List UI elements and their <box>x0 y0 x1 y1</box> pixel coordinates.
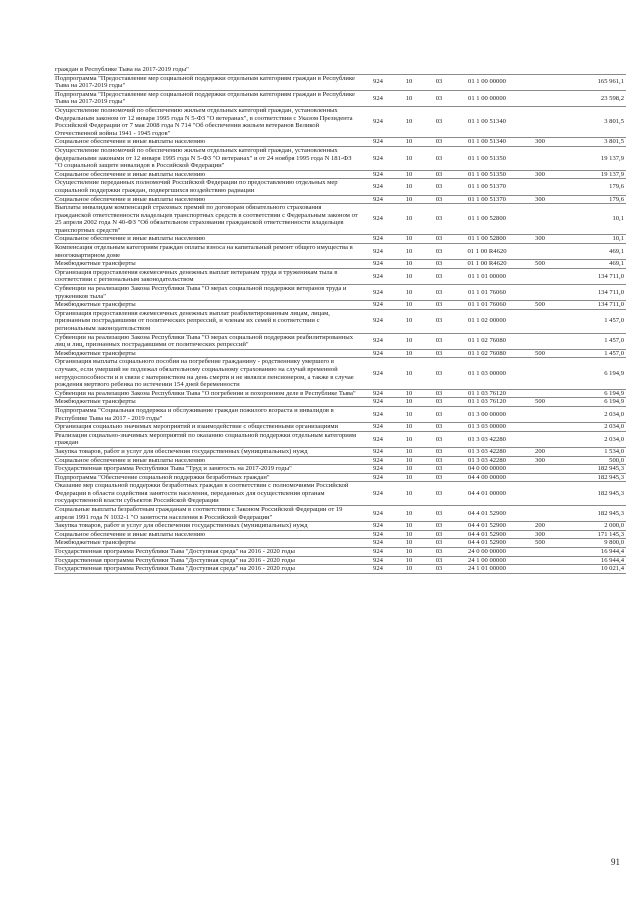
row-ministry-code: 924 <box>362 473 394 482</box>
page-number: 91 <box>611 857 620 867</box>
table-row <box>54 90 626 106</box>
row-ministry-code: 924 <box>362 548 394 557</box>
row-ministry-code: 924 <box>362 406 394 422</box>
row-expense-type <box>520 268 560 284</box>
row-target-article: 01 3 03 42280 <box>454 456 520 465</box>
row-target-article: 04 4 00 00000 <box>454 473 520 482</box>
row-expense-type <box>520 406 560 422</box>
table-row <box>54 244 626 260</box>
row-name: Социальное обеспечение и иные выплаты населению <box>54 456 362 465</box>
table-row <box>54 506 626 522</box>
row-subsection-code: 03 <box>424 473 454 482</box>
row-subsection-code: 03 <box>424 204 454 235</box>
row-target-article: 04 4 01 52900 <box>454 530 520 539</box>
row-ministry-code: 924 <box>362 301 394 310</box>
row-section-code: 10 <box>394 195 424 204</box>
row-name: Закупка товаров, работ и услуг для обеспечения государственных (муниципальных) нужд <box>54 447 362 456</box>
row-amount: 6 194,9 <box>560 389 626 398</box>
row-expense-type <box>520 389 560 398</box>
row-expense-type: 200 <box>520 522 560 531</box>
row-ministry-code: 924 <box>362 285 394 301</box>
row-ministry-code: 924 <box>362 565 394 574</box>
row-ministry-code: 924 <box>362 179 394 195</box>
row-target-article: 04 4 01 52900 <box>454 522 520 531</box>
row-amount <box>560 66 626 74</box>
row-subsection-code: 03 <box>424 530 454 539</box>
budget-table <box>54 66 626 574</box>
row-target-article: 01 1 00 52800 <box>454 204 520 235</box>
row-name: Социальное обеспечение и иные выплаты населению <box>54 530 362 539</box>
table-row <box>54 333 626 349</box>
row-subsection-code: 03 <box>424 431 454 447</box>
row-subsection-code: 03 <box>424 260 454 269</box>
row-subsection-code: 03 <box>424 389 454 398</box>
row-target-article <box>454 66 520 74</box>
row-target-article: 01 1 00 00000 <box>454 90 520 106</box>
row-section-code: 10 <box>394 285 424 301</box>
row-ministry-code: 924 <box>362 423 394 432</box>
row-name: Организация выплаты социального пособия на погребение гражданину - родственнику умершего в случаях, если умерший не подлежал обязательному социальному страхованию на случай временной нетрудоспособности и в связи с материнством на день смерти и не являлся пенсионером, а также в случае рождения мертвого ребенка по истечении 154 дней беременности <box>54 358 362 389</box>
row-subsection-code: 03 <box>424 398 454 407</box>
row-ministry-code: 924 <box>362 522 394 531</box>
row-subsection-code: 03 <box>424 556 454 565</box>
table-row <box>54 539 626 548</box>
row-subsection-code: 03 <box>424 565 454 574</box>
row-section-code: 10 <box>394 406 424 422</box>
row-expense-type: 300 <box>520 138 560 147</box>
row-target-article: 01 1 00 51340 <box>454 106 520 137</box>
row-ministry-code: 924 <box>362 447 394 456</box>
row-name: граждан в Республике Тыва на 2017-2019 годы" <box>54 66 362 74</box>
row-amount: 2 034,0 <box>560 423 626 432</box>
row-expense-type <box>520 285 560 301</box>
row-amount: 10,1 <box>560 235 626 244</box>
row-section-code: 10 <box>394 244 424 260</box>
row-amount: 16 944,4 <box>560 548 626 557</box>
row-ministry-code: 924 <box>362 358 394 389</box>
row-name: Организация социально значимых мероприятий и взаимодействие с общественными организациями <box>54 423 362 432</box>
table-row <box>54 406 626 422</box>
row-amount: 10 021,4 <box>560 565 626 574</box>
row-subsection-code: 03 <box>424 406 454 422</box>
row-section-code: 10 <box>394 398 424 407</box>
row-section-code: 10 <box>394 556 424 565</box>
row-ministry-code: 924 <box>362 170 394 179</box>
table-row <box>54 556 626 565</box>
row-ministry-code: 924 <box>362 74 394 90</box>
row-ministry-code: 924 <box>362 244 394 260</box>
row-amount: 182 945,3 <box>560 506 626 522</box>
row-name: Подпрограмма "Социальная поддержка и обслуживание граждан пожилого возраста и инвалидов в Республике Тыва на 2017 - 2019 годы" <box>54 406 362 422</box>
row-target-article: 01 1 02 76080 <box>454 349 520 358</box>
row-name: Социальное обеспечение и иные выплаты населению <box>54 170 362 179</box>
row-target-article: 01 1 00 51340 <box>454 138 520 147</box>
row-subsection-code: 03 <box>424 268 454 284</box>
row-target-article: 01 1 03 00000 <box>454 358 520 389</box>
row-expense-type <box>520 431 560 447</box>
row-amount: 23 598,2 <box>560 90 626 106</box>
row-section-code: 10 <box>394 260 424 269</box>
row-target-article: 24 1 00 00000 <box>454 556 520 565</box>
table-row <box>54 349 626 358</box>
row-section-code: 10 <box>394 465 424 474</box>
row-section-code: 10 <box>394 333 424 349</box>
row-name: Организация предоставления ежемесячных денежных выплат реабилитированным лицам, лицам, признанным пострадавшими от политических репрессий, и членам их семей в соответствии с региональным законодательством <box>54 309 362 333</box>
row-expense-type <box>520 556 560 565</box>
table-row <box>54 106 626 137</box>
row-target-article: 01 3 03 42280 <box>454 447 520 456</box>
row-section-code: 10 <box>394 539 424 548</box>
row-expense-type: 300 <box>520 456 560 465</box>
table-row <box>54 235 626 244</box>
row-name: Субвенции на реализацию Закона Республики Тыва "О погребении и похоронном деле в Республике Тыва" <box>54 389 362 398</box>
row-ministry-code: 924 <box>362 431 394 447</box>
budget-table-body <box>54 66 626 573</box>
table-row <box>54 195 626 204</box>
row-target-article: 04 4 01 52900 <box>454 539 520 548</box>
row-section-code: 10 <box>394 522 424 531</box>
row-target-article: 01 1 02 00000 <box>454 309 520 333</box>
row-ministry-code: 924 <box>362 195 394 204</box>
row-name: Организация предоставления ежемесячных денежных выплат ветеранам труда и труженикам тыла в соответствии с региональным законодательством <box>54 268 362 284</box>
row-section-code: 10 <box>394 74 424 90</box>
row-name: Межбюджетные трансферты <box>54 539 362 548</box>
row-section-code: 10 <box>394 349 424 358</box>
row-section-code: 10 <box>394 530 424 539</box>
row-section-code <box>394 66 424 74</box>
table-row <box>54 138 626 147</box>
row-subsection-code: 03 <box>424 522 454 531</box>
table-row <box>54 358 626 389</box>
row-ministry-code: 924 <box>362 539 394 548</box>
row-amount: 469,1 <box>560 260 626 269</box>
row-ministry-code: 924 <box>362 349 394 358</box>
row-subsection-code: 03 <box>424 146 454 170</box>
table-row <box>54 301 626 310</box>
row-target-article: 01 1 00 R4620 <box>454 244 520 260</box>
row-name: Осуществление переданных полномочий Российской Федерации по предоставлению отдельных мер социальной поддержки граждан, подвергшихся воздействию радиации <box>54 179 362 195</box>
table-row <box>54 398 626 407</box>
table-row <box>54 447 626 456</box>
row-name: Государственная программа Республики Тыва "Труд и занятость на 2017-2019 годы" <box>54 465 362 474</box>
row-section-code: 10 <box>394 268 424 284</box>
row-ministry-code: 924 <box>362 268 394 284</box>
row-name: Государственная программа Республики Тыва "Доступная среда" на 2016 - 2020 годы <box>54 565 362 574</box>
row-expense-type <box>520 333 560 349</box>
row-target-article: 01 1 00 52800 <box>454 235 520 244</box>
row-expense-type <box>520 465 560 474</box>
row-amount: 134 711,0 <box>560 285 626 301</box>
row-amount: 19 137,9 <box>560 146 626 170</box>
row-expense-type <box>520 106 560 137</box>
table-row <box>54 179 626 195</box>
row-section-code: 10 <box>394 138 424 147</box>
row-section-code: 10 <box>394 309 424 333</box>
table-row <box>54 548 626 557</box>
row-target-article: 01 1 02 76080 <box>454 333 520 349</box>
row-ministry-code: 924 <box>362 260 394 269</box>
row-amount: 10,1 <box>560 204 626 235</box>
row-subsection-code: 03 <box>424 244 454 260</box>
row-amount: 2 000,0 <box>560 522 626 531</box>
row-name: Межбюджетные трансферты <box>54 349 362 358</box>
row-name: Закупка товаров, работ и услуг для обеспечения государственных (муниципальных) нужд <box>54 522 362 531</box>
row-expense-type: 300 <box>520 195 560 204</box>
table-row <box>54 66 626 74</box>
row-target-article: 01 1 00 R4620 <box>454 260 520 269</box>
row-amount: 171 145,3 <box>560 530 626 539</box>
row-amount: 182 945,3 <box>560 482 626 506</box>
table-row <box>54 309 626 333</box>
table-row <box>54 522 626 531</box>
row-amount: 500,0 <box>560 456 626 465</box>
row-amount: 3 801,5 <box>560 138 626 147</box>
row-amount: 134 711,0 <box>560 268 626 284</box>
row-target-article: 04 4 01 52900 <box>454 506 520 522</box>
row-name: Подпрограмма "Обеспечение социальной поддержки безработных граждан" <box>54 473 362 482</box>
row-ministry-code: 924 <box>362 90 394 106</box>
row-target-article: 04 0 00 00000 <box>454 465 520 474</box>
row-name: Подпрограмма "Предоставление мер социальной поддержки отдельным категориям граждан в Республике Тыва на 2017-2019 годы" <box>54 90 362 106</box>
row-subsection-code: 03 <box>424 285 454 301</box>
row-section-code: 10 <box>394 106 424 137</box>
table-row <box>54 204 626 235</box>
row-expense-type <box>520 423 560 432</box>
table-row <box>54 260 626 269</box>
table-row <box>54 473 626 482</box>
row-name: Межбюджетные трансферты <box>54 260 362 269</box>
row-section-code: 10 <box>394 170 424 179</box>
table-row <box>54 482 626 506</box>
row-section-code: 10 <box>394 179 424 195</box>
row-name: Межбюджетные трансферты <box>54 398 362 407</box>
row-target-article: 04 4 01 00000 <box>454 482 520 506</box>
table-row <box>54 456 626 465</box>
row-section-code: 10 <box>394 565 424 574</box>
row-expense-type <box>520 473 560 482</box>
row-amount: 182 945,3 <box>560 473 626 482</box>
row-name: Подпрограмма "Предоставление мер социальной поддержки отдельным категориям граждан в Республике Тыва на 2017-2019 годы" <box>54 74 362 90</box>
row-amount: 9 800,0 <box>560 539 626 548</box>
row-expense-type: 300 <box>520 170 560 179</box>
row-amount: 469,1 <box>560 244 626 260</box>
row-expense-type <box>520 74 560 90</box>
row-section-code: 10 <box>394 482 424 506</box>
row-name: Оказание мер социальной поддержки безработных граждан в соответствии с полномочиями Российской Федерации в области содействия занятости населения, переданных для осуществления органам государственной власти субъектов Российской Федерации <box>54 482 362 506</box>
row-target-article: 01 1 01 76060 <box>454 285 520 301</box>
row-expense-type <box>520 244 560 260</box>
row-ministry-code: 924 <box>362 204 394 235</box>
row-amount: 1 457,0 <box>560 349 626 358</box>
row-target-article: 01 1 00 51350 <box>454 146 520 170</box>
row-expense-type: 500 <box>520 349 560 358</box>
row-expense-type <box>520 506 560 522</box>
row-amount: 2 034,0 <box>560 431 626 447</box>
row-ministry-code <box>362 66 394 74</box>
row-ministry-code: 924 <box>362 389 394 398</box>
row-expense-type <box>520 565 560 574</box>
row-subsection-code: 03 <box>424 456 454 465</box>
row-target-article: 24 0 00 00000 <box>454 548 520 557</box>
row-amount: 2 034,0 <box>560 406 626 422</box>
table-row <box>54 389 626 398</box>
row-subsection-code: 03 <box>424 548 454 557</box>
row-expense-type: 200 <box>520 447 560 456</box>
row-expense-type: 500 <box>520 260 560 269</box>
row-subsection-code: 03 <box>424 447 454 456</box>
row-expense-type: 500 <box>520 539 560 548</box>
row-subsection-code: 03 <box>424 179 454 195</box>
row-section-code: 10 <box>394 456 424 465</box>
table-row <box>54 423 626 432</box>
table-row <box>54 268 626 284</box>
row-ministry-code: 924 <box>362 138 394 147</box>
table-row <box>54 565 626 574</box>
row-name: Реализация социально-значимых мероприятий по оказанию социальной поддержки отдельным категориям граждан <box>54 431 362 447</box>
row-section-code: 10 <box>394 431 424 447</box>
row-amount: 182 945,3 <box>560 465 626 474</box>
row-amount: 6 194,9 <box>560 398 626 407</box>
row-name: Государственная программа Республики Тыва "Доступная среда" на 2016 - 2020 годы <box>54 548 362 557</box>
row-section-code: 10 <box>394 423 424 432</box>
row-name: Социальное обеспечение и иные выплаты населению <box>54 235 362 244</box>
row-section-code: 10 <box>394 548 424 557</box>
row-section-code: 10 <box>394 90 424 106</box>
row-ministry-code: 924 <box>362 398 394 407</box>
row-target-article: 01 1 01 76060 <box>454 301 520 310</box>
row-amount: 1 457,0 <box>560 309 626 333</box>
row-name: Субвенции на реализацию Закона Республики Тыва "О мерах социальной поддержки ветеранов труда и тружеников тыла" <box>54 285 362 301</box>
row-subsection-code: 03 <box>424 90 454 106</box>
table-row <box>54 431 626 447</box>
row-subsection-code: 03 <box>424 465 454 474</box>
row-target-article: 01 3 03 42280 <box>454 431 520 447</box>
row-expense-type: 500 <box>520 398 560 407</box>
row-subsection-code: 03 <box>424 170 454 179</box>
row-section-code: 10 <box>394 301 424 310</box>
row-expense-type: 500 <box>520 301 560 310</box>
row-name: Компенсация отдельным категориям граждан оплаты взноса на капитальный ремонт общего имущества в многоквартирном доме <box>54 244 362 260</box>
row-name: Государственная программа Республики Тыва "Доступная среда" на 2016 - 2020 годы <box>54 556 362 565</box>
row-section-code: 10 <box>394 506 424 522</box>
row-expense-type <box>520 548 560 557</box>
row-name: Выплаты инвалидам компенсаций страховых премий по договорам обязательного страхования гражданской ответственности владельцев транспортных средств в соответствии с Федеральным законом от 25 апреля 2002 года N 40-ФЗ "Об обязательном страховании гражданской ответственности владельцев транспортных средств" <box>54 204 362 235</box>
row-target-article: 01 3 03 00000 <box>454 423 520 432</box>
row-name: Субвенции на реализацию Закона Республики Тыва "О мерах социальной поддержки реабилитированных лиц и лиц, признанных пострадавшими от политических репрессий" <box>54 333 362 349</box>
table-row <box>54 285 626 301</box>
row-amount: 179,6 <box>560 195 626 204</box>
row-ministry-code: 924 <box>362 456 394 465</box>
row-name: Социальное обеспечение и иные выплаты населению <box>54 195 362 204</box>
row-name: Социальное обеспечение и иные выплаты населению <box>54 138 362 147</box>
row-amount: 3 801,5 <box>560 106 626 137</box>
row-ministry-code: 924 <box>362 506 394 522</box>
row-expense-type: 300 <box>520 530 560 539</box>
row-target-article: 01 3 00 00000 <box>454 406 520 422</box>
row-ministry-code: 924 <box>362 482 394 506</box>
row-target-article: 01 1 00 00000 <box>454 74 520 90</box>
row-subsection-code: 03 <box>424 539 454 548</box>
table-row <box>54 465 626 474</box>
row-target-article: 01 1 00 51370 <box>454 179 520 195</box>
row-ministry-code: 924 <box>362 146 394 170</box>
row-target-article: 01 1 00 51370 <box>454 195 520 204</box>
row-expense-type <box>520 66 560 74</box>
row-expense-type <box>520 358 560 389</box>
row-target-article: 01 1 00 51350 <box>454 170 520 179</box>
row-name: Межбюджетные трансферты <box>54 301 362 310</box>
row-amount: 134 711,0 <box>560 301 626 310</box>
row-ministry-code: 924 <box>362 333 394 349</box>
row-target-article: 24 1 01 00000 <box>454 565 520 574</box>
row-subsection-code: 03 <box>424 506 454 522</box>
row-amount: 1 457,0 <box>560 333 626 349</box>
row-subsection-code: 03 <box>424 349 454 358</box>
row-amount: 19 137,9 <box>560 170 626 179</box>
row-subsection-code: 03 <box>424 423 454 432</box>
row-expense-type <box>520 309 560 333</box>
row-name: Осуществление полномочий по обеспечению жильем отдельных категорий граждан, установленных федеральными законами от 12 января 1995 года N 5-ФЗ "О ветеранах" и от 24 ноября 1995 года N 181-ФЗ "О социальной защите инвалидов в Российской Федерации" <box>54 146 362 170</box>
row-subsection-code: 03 <box>424 195 454 204</box>
row-name: Социальные выплаты безработным гражданам в соответствии с Законом Российской Федерации от 19 апреля 1991 года N 1032-1 "О занятости населения в Российской Федерации" <box>54 506 362 522</box>
row-amount: 16 944,4 <box>560 556 626 565</box>
row-subsection-code: 03 <box>424 301 454 310</box>
row-subsection-code: 03 <box>424 138 454 147</box>
row-subsection-code: 03 <box>424 358 454 389</box>
row-target-article: 01 1 03 76120 <box>454 398 520 407</box>
row-section-code: 10 <box>394 146 424 170</box>
row-expense-type <box>520 204 560 235</box>
row-subsection-code: 03 <box>424 235 454 244</box>
table-row <box>54 170 626 179</box>
table-row <box>54 74 626 90</box>
row-target-article: 01 1 03 76120 <box>454 389 520 398</box>
row-section-code: 10 <box>394 358 424 389</box>
row-section-code: 10 <box>394 473 424 482</box>
row-section-code: 10 <box>394 204 424 235</box>
row-expense-type <box>520 146 560 170</box>
table-row <box>54 530 626 539</box>
row-section-code: 10 <box>394 235 424 244</box>
row-expense-type <box>520 482 560 506</box>
row-section-code: 10 <box>394 389 424 398</box>
row-ministry-code: 924 <box>362 465 394 474</box>
row-expense-type: 300 <box>520 235 560 244</box>
table-row <box>54 146 626 170</box>
row-ministry-code: 924 <box>362 530 394 539</box>
row-amount: 165 961,1 <box>560 74 626 90</box>
row-expense-type <box>520 179 560 195</box>
row-subsection-code: 03 <box>424 309 454 333</box>
row-subsection-code <box>424 66 454 74</box>
row-amount: 6 194,9 <box>560 358 626 389</box>
row-subsection-code: 03 <box>424 106 454 137</box>
row-section-code: 10 <box>394 447 424 456</box>
row-amount: 1 534,0 <box>560 447 626 456</box>
row-amount: 179,6 <box>560 179 626 195</box>
row-subsection-code: 03 <box>424 482 454 506</box>
row-subsection-code: 03 <box>424 74 454 90</box>
row-name: Осуществление полномочий по обеспечению жильем отдельных категорий граждан, установленных Федеральным законом от 12 января 1995 года N 5-ФЗ "О ветеранах", в соответствии с Указом Президента Российской Федерации от 7 мая 2008 года N 714 "Об обеспечении жильем ветеранов Великой Отечественной войны 1941 - 1945 годов" <box>54 106 362 137</box>
row-ministry-code: 924 <box>362 309 394 333</box>
row-ministry-code: 924 <box>362 235 394 244</box>
row-ministry-code: 924 <box>362 556 394 565</box>
row-ministry-code: 924 <box>362 106 394 137</box>
row-subsection-code: 03 <box>424 333 454 349</box>
row-expense-type <box>520 90 560 106</box>
row-target-article: 01 1 01 00000 <box>454 268 520 284</box>
